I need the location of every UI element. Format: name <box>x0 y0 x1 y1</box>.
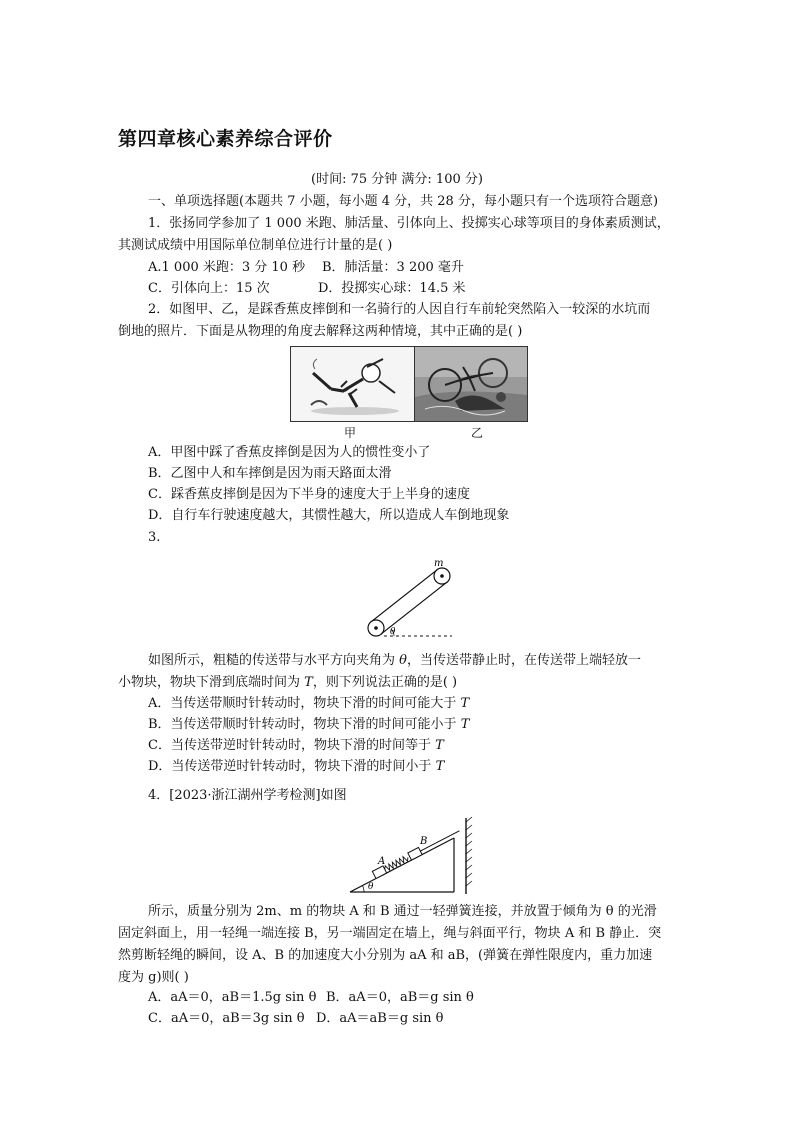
q1-stem-line1: 1．张扬同学参加了 1 000 米跑、肺活量、引体向上、投掷实心球等项目的身体素质测试， <box>148 216 670 231</box>
belt-upper <box>371 570 437 622</box>
incline-theta-label: θ <box>368 882 374 892</box>
q3-option-c: C．当传送带逆时针转动时，物块下滑的时间等于 T <box>148 738 444 753</box>
q3-stem-line1: 如图所示，粗糙的传送带与水平方向夹角为 θ，当传送带静止时，在传送带上端轻放一 <box>148 653 641 668</box>
q4-option-c: C．aA＝0，aB＝3g sin θ <box>148 1011 305 1026</box>
figure-yi-bicycle-fall <box>414 346 528 422</box>
incline-spring-diagram <box>346 814 480 896</box>
exam-meta: (时间: 75 分钟 满分: 100 分) <box>311 172 483 187</box>
q4-stem-line0: 4．[2023·浙江湖州学考检测]如图 <box>148 788 347 803</box>
q4-option-a: A．aA＝0，aB＝1.5g sin θ <box>148 990 317 1005</box>
q4-option-d: D．aA＝aB＝g sin θ <box>316 1011 444 1026</box>
section-heading: 一、单项选择题(本题共 7 小题，每小题 4 分，共 28 分，每小题只有一个选项符合题意) <box>148 194 659 209</box>
block-b <box>408 847 422 860</box>
block-a <box>372 866 386 879</box>
q2-stem-line1: 2．如图甲、乙，是踩香蕉皮摔倒和一名骑行的人因自行车前轮突然陷入一较深的水坑而 <box>148 302 651 317</box>
block-a-label: A <box>378 856 386 867</box>
banana-slip-illustration <box>291 347 419 421</box>
angle-theta-label: θ <box>390 627 396 637</box>
q2-option-c: C．踩香蕉皮摔倒是因为下半身的速度大于上半身的速度 <box>148 487 470 502</box>
q1-option-a: A.1 000 米跑：3 分 10 秒 <box>148 260 306 275</box>
q4-option-b: B．aA＝0，aB＝g sin θ <box>326 990 474 1005</box>
q1-option-c: C．引体向上：15 次 <box>148 281 270 296</box>
bicycle-fall-photo <box>415 347 527 421</box>
q3-option-b: B．当传送带顺时针转动时，物块下滑的时间可能小于 T <box>148 717 470 732</box>
figure-yi-caption: 乙 <box>471 426 484 440</box>
figure-jia-caption: 甲 <box>344 426 357 440</box>
q2-option-b: B．乙图中人和车摔倒是因为雨天路面太滑 <box>148 466 392 481</box>
block-b-label: B <box>420 836 428 847</box>
q3-option-d: D．当传送带逆时针转动时，物块下滑的时间小于 T <box>148 759 445 774</box>
q2-option-a: A．甲图中踩了香蕉皮摔倒是因为人的惯性变小了 <box>148 445 431 460</box>
q2-option-d: D．自行车行驶速度越大，其惯性越大，所以造成人车倒地现象 <box>148 508 510 523</box>
page-title: 第四章核心素养综合评价 <box>118 128 333 150</box>
q3-number: 3. <box>148 530 161 545</box>
q4-stem-line4: 度为 g)则( ) <box>118 970 189 985</box>
q4-stem-line3: 然剪断轻绳的瞬间，设 A、B 的加速度大小分别为 aA 和 aB，(弹簧在弹性限度内，重力加速 <box>118 948 653 963</box>
incline-surface <box>350 838 454 892</box>
q1-stem-line2: 其测试成绩中用国际单位制单位进行计量的是( ) <box>118 238 393 253</box>
mass-m-label: m <box>434 558 444 569</box>
q4-stem-line1: 所示，质量分别为 2m、m 的物块 A 和 B 通过一轻弹簧连接，并放置于倾角为 θ 的光滑 <box>148 904 657 919</box>
q1-option-b: B．肺活量：3 200 毫升 <box>322 260 464 275</box>
q3-stem-line2: 小物块，物块下滑到底端时间为 T，则下列说法正确的是( ) <box>118 675 458 690</box>
q2-stem-line2: 倒地的照片．下面是从物理的角度去解释这两种情境，其中正确的是( ) <box>118 324 523 339</box>
q3-option-a: A．当传送带顺时针转动时，物块下滑的时间可能大于 T <box>148 696 470 711</box>
conveyor-belt-diagram <box>360 556 460 642</box>
q1-option-d: D．投掷实心球：14.5 米 <box>318 281 466 296</box>
figure-jia-banana-slip <box>290 346 420 422</box>
q4-stem-line2: 固定斜面上，用一轻绳一端连接 B，另一端固定在墙上，绳与斜面平行，物块 A 和 B 静止．突 <box>118 926 662 941</box>
